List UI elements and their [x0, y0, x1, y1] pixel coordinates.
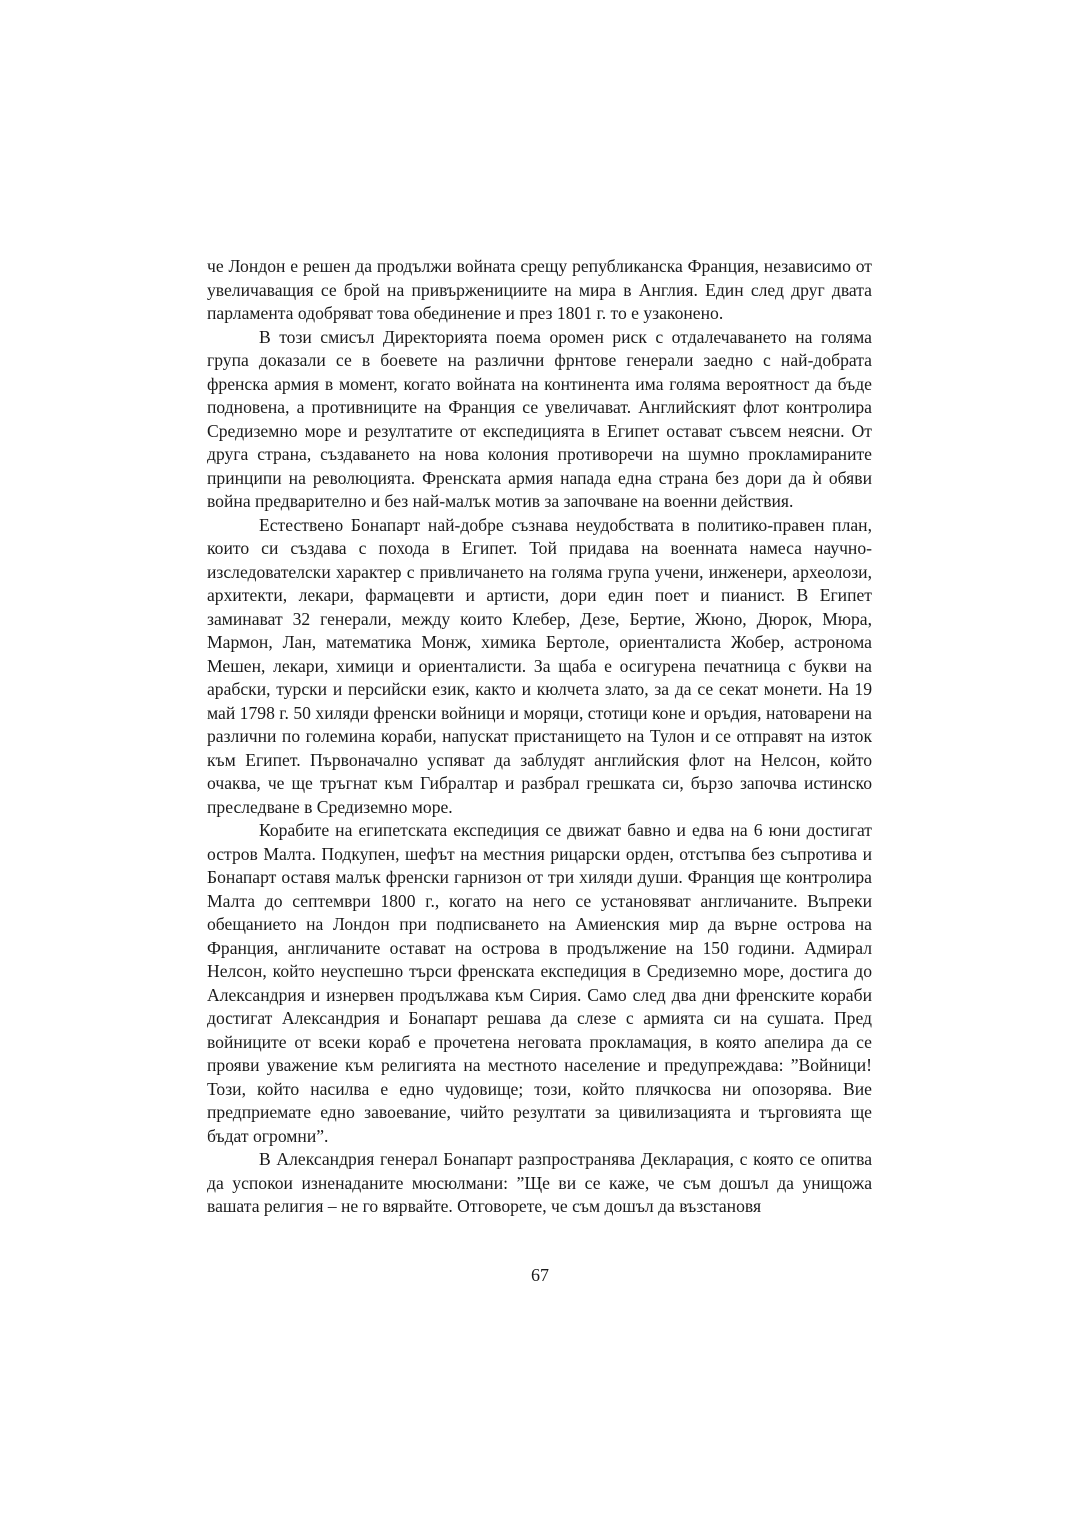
paragraph-4: Корабите на египетската експедиция се движат бавно и едва на 6 юни достигат остров Малта. Подкупен, шефът на местния рицарски орден, отстъпва без съпротива и Бонапарт оставя малък френски гарнизон от три хиляди души. Франция ще контролира Малта до септември 1800 г., когато на него се установяват англичаните. Въпреки обещанието на Лондон при подписването на Амиенския мир да върне острова на Франция, англичаните остават на острова в продължение на 150 години. Адмирал Нелсон, който неуспешно търси френската експедиция в Средиземно море, достига до Александрия и изнервен продължава към Сирия. Само след два дни френските кораби достигат Александрия и Бонапарт решава да слезе с армията си на сушата. Пред войниците от всеки кораб е прочетена неговата прокламация, в която апелира да се прояви уважение към религията на местното население и предупреждава: ”Войници! Този, който насилва е едно чудовище; този, който плячкосва ни опозорява. Вие предприемате едно завоевание, чийто резултати за цивилизацията и търговията ще бъдат огромни”. — [207, 820, 872, 1146]
paragraph-3: Естествено Бонапарт най-добре съзнава неудобствата в политико-правен план, които си създава с похода в Египет. Той придава на военната намеса научно-изследователски характер с привличането на голяма група учени, инженери, археолози, архитекти, лекари, фармацевти и артисти, дори един поет и пианист. В Египет заминават 32 генерали, между които Клебер, Дезе, Бертие, Жюно, Дюрок, Мюра, Мармон, Лан, математика Монж, химика Бертоле, ориенталиста Жобер, астронома Мешен, лекари, химици и ориенталисти. За щаба е осигурена печатница с букви на арабски, турски и персийски език, както и кюлчета злато, за да се секат монети. На 19 май 1798 г. 50 хиляди френски войници и моряци, стотици коне и оръдия, натоварени на различни по големина кораби, напускат пристанището на Тулон и се отправят на изток към Египет. Първоначално успяват да заблудят английския флот на Нелсон, който очаква, че ще тръгнат към Гибралтар и разбрал грешката си, бързо започва истинско преследване в Средиземно море. — [207, 514, 872, 817]
paragraph-1: че Лондон е решен да продължи войната срещу републиканска Франция, независимо от увеличаващия се брой на привърженициите на мира в Англия. Един след друг двата парламента одобряват това обединение и през 1801 г. то е узаконено. — [207, 256, 872, 323]
paragraph-5: В Александрия генерал Бонапарт разпространява Декларация, с която се опитва да успокои изненаданите мюсюлмани: ”Ще ви се каже, че съм дошъл да унищожа вашата религия – не го вярвайте. Отговорете, че съм дошъл да възстановя — [207, 1149, 872, 1216]
body-text — [207, 255, 872, 1219]
page-number: 67 — [531, 1265, 549, 1285]
paragraph-2: В този смисъл Директорията поема оромен риск с отдалечаването на голяма група доказали се в боевете на различни фрнтове генерали заедно с най-добрата френска армия в момент, когато войната на континента има голяма вероятност да бъде подновена, а противниците на Франция се увеличават. Английският флот контролира Средиземно море и резултатите от експедицията в Египет остават съвсем неясни. От друга страна, създаването на нова колония противоречи на шумно прокламираните принципи на революцията. Френската армия напада една страна без дори да ѝ обяви война предварително и без най-малък мотив за започване на военни действия. — [207, 326, 872, 511]
